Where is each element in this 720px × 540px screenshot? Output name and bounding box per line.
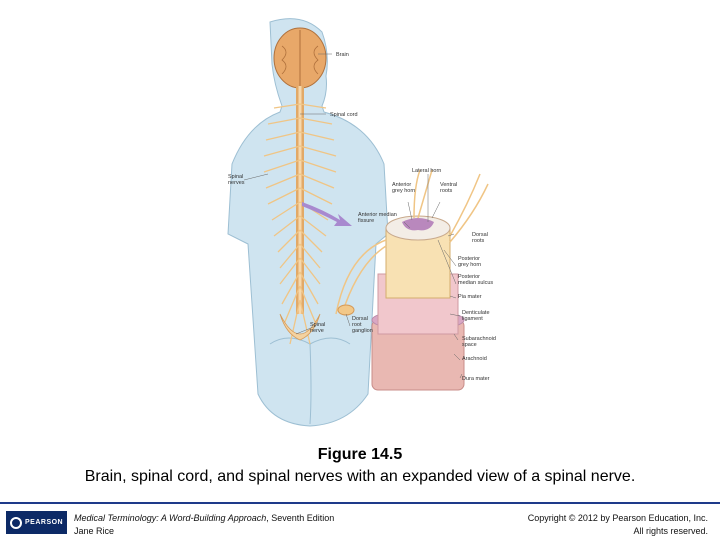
illustration: [218, 14, 500, 442]
label-dorsal-root-ganglion-3: ganglion: [352, 328, 373, 334]
brain-shape: [274, 28, 326, 88]
label-ventral-roots-1: Ventral: [440, 182, 458, 188]
label-dorsal-roots-1: Dorsal: [472, 232, 488, 238]
pearson-logo-icon: [10, 517, 22, 529]
figure-description: Brain, spinal cord, and spinal nerves with an expanded view of a spinal nerve.: [84, 468, 636, 485]
label-dorsal-roots-2: roots: [472, 238, 485, 244]
label-spinal-nerve-2: nerve: [310, 328, 324, 334]
label-posterior-median-sulcus-2: median sulcus: [458, 280, 494, 286]
label-posterior-median-sulcus-1: Posterior: [458, 274, 481, 280]
label-anterior-grey-horn-1: Anterior: [392, 182, 412, 188]
label-spinal-nerve-1: Spinal: [310, 322, 326, 328]
copyright-text: Copyright © 2012 by Pearson Education, Inc.: [527, 513, 708, 523]
label-denticulate-ligament-2: ligament: [462, 316, 483, 322]
label-spinal-nerves-2: nerves: [228, 180, 245, 186]
footer-divider: [0, 502, 720, 504]
label-anterior-median-fissure-1: Anterior median: [358, 212, 397, 218]
label-spinal-cord: Spinal cord: [330, 112, 358, 118]
label-dorsal-root-ganglion-1: Dorsal: [352, 316, 368, 322]
rights-text: All rights reserved.: [633, 526, 708, 536]
label-denticulate-ligament-1: Denticulate: [462, 310, 490, 316]
figure-number: Figure 14.5: [317, 446, 403, 463]
label-dura-mater: Dura mater: [462, 376, 490, 382]
label-pia-mater: Pia mater: [458, 294, 482, 300]
book-citation: [74, 512, 334, 538]
label-ventral-roots-2: roots: [440, 188, 453, 194]
label-posterior-grey-horn-1: Posterior: [458, 256, 481, 262]
label-subarachnoid-space-1: Subarachnoid: [462, 336, 496, 342]
label-arachnoid: Arachnoid: [462, 356, 487, 362]
label-lateral-horn: Lateral horn: [412, 168, 442, 174]
book-author: Jane Rice: [74, 526, 115, 536]
label-brain: Brain: [336, 52, 349, 58]
label-posterior-grey-horn-2: grey horn: [458, 262, 482, 268]
copyright-block: [528, 512, 708, 538]
book-title: Medical Terminology: A Word-Building Approach: [74, 513, 267, 523]
label-subarachnoid-space-2: space: [462, 342, 477, 348]
book-edition: , Seventh Edition: [266, 513, 335, 523]
label-dorsal-root-ganglion-2: root: [352, 322, 362, 328]
logo-text: PEARSON: [25, 519, 64, 526]
publisher-logo: [6, 511, 67, 534]
label-anterior-grey-horn-2: grey horn: [392, 188, 416, 194]
label-spinal-nerves-1: Spinal: [228, 174, 244, 180]
label-anterior-median-fissure-2: fissure: [358, 218, 375, 224]
